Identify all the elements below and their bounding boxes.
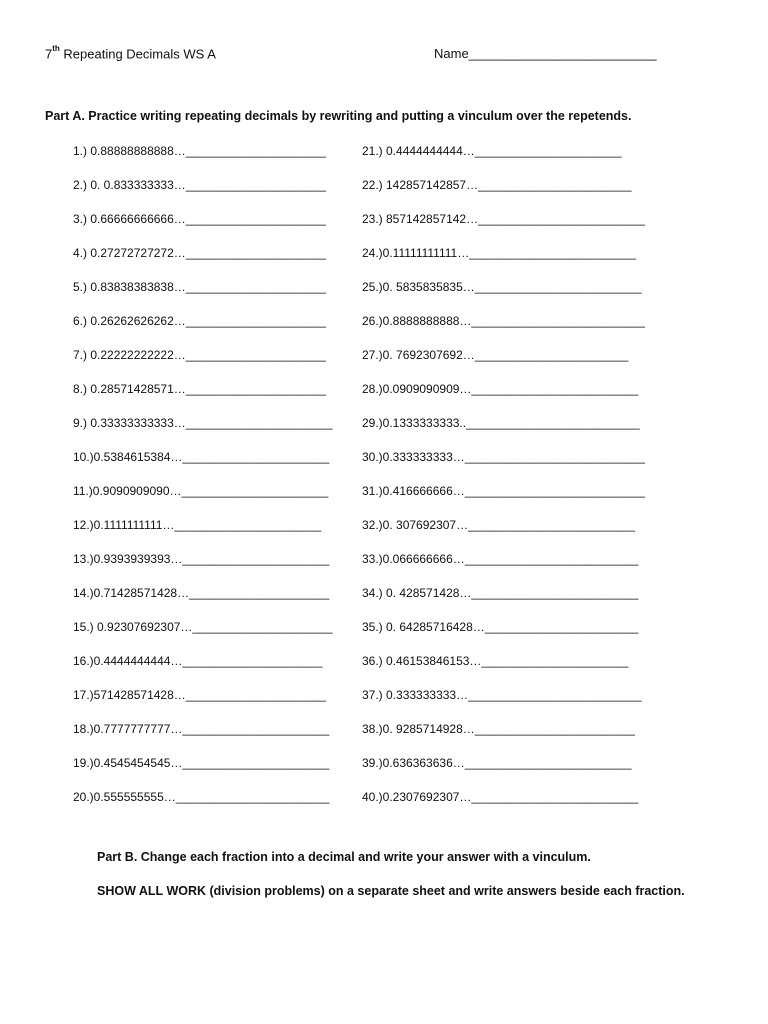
- show-work-note: SHOW ALL WORK (division problems) on a separate sheet and write answers beside each fraction.: [97, 884, 685, 898]
- question-item: [73, 140, 333, 174]
- question-text: 16.)0.4444444444…_____________________: [73, 654, 323, 668]
- part-a-instructions: Part A. Practice writing repeating decimals by rewriting and putting a vinculum over the repetends.: [45, 109, 632, 123]
- question-text: 26.)0.8888888888…__________________________: [362, 314, 645, 328]
- question-text: 32.)0. 307692307…_________________________: [362, 518, 635, 532]
- question-item: [362, 208, 645, 242]
- question-item: [73, 310, 333, 344]
- question-text: 15.) 0.92307692307…_____________________: [73, 620, 333, 634]
- question-text: 12.)0.1111111111…______________________: [73, 518, 322, 532]
- left-question-column: [73, 140, 333, 820]
- question-text: 23.) 857142857142…_________________________: [362, 212, 645, 226]
- question-item: [362, 310, 645, 344]
- question-item: [73, 446, 333, 480]
- title-superscript: th: [52, 44, 60, 53]
- question-item: [362, 344, 645, 378]
- question-text: 13.)0.9393939393…______________________: [73, 552, 330, 566]
- question-item: [362, 242, 645, 276]
- question-text: 27.)0. 7692307692…_______________________: [362, 348, 629, 362]
- question-text: 36.) 0.46153846153…______________________: [362, 654, 629, 668]
- question-item: [73, 684, 333, 718]
- name-field: Name__________________________: [434, 46, 657, 61]
- question-item: [362, 446, 645, 480]
- question-item: [362, 752, 645, 786]
- question-text: 39.)0.636363636…_________________________: [362, 756, 632, 770]
- question-text: 25.)0. 5835835835…_________________________: [362, 280, 642, 294]
- question-text: 35.) 0. 64285716428…_______________________: [362, 620, 639, 634]
- question-text: 10.)0.5384615384…______________________: [73, 450, 330, 464]
- question-text: 14.)0.71428571428…_____________________: [73, 586, 330, 600]
- question-text: 40.)0.2307692307…_________________________: [362, 790, 639, 804]
- question-text: 6.) 0.26262626262…_____________________: [73, 314, 326, 328]
- question-text: 33.)0.066666666…__________________________: [362, 552, 639, 566]
- question-item: [362, 480, 645, 514]
- question-text: 34.) 0. 428571428…_________________________: [362, 586, 639, 600]
- question-text: 9.) 0.33333333333…______________________: [73, 416, 333, 430]
- question-item: [73, 276, 333, 310]
- question-text: 28.)0.0909090909…_________________________: [362, 382, 639, 396]
- question-text: 37.) 0.333333333…__________________________: [362, 688, 642, 702]
- question-item: [73, 174, 333, 208]
- question-text: 8.) 0.28571428571…_____________________: [73, 382, 326, 396]
- question-item: [73, 344, 333, 378]
- question-item: [73, 582, 333, 616]
- question-item: [362, 140, 645, 174]
- question-text: 1.) 0.88888888888…_____________________: [73, 144, 326, 158]
- question-text: 7.) 0.22222222222…_____________________: [73, 348, 326, 362]
- question-text: 4.) 0.27272727272…_____________________: [73, 246, 326, 260]
- question-item: [362, 378, 645, 412]
- question-item: [73, 480, 333, 514]
- question-item: [362, 514, 645, 548]
- question-text: 38.)0. 9285714928…________________________: [362, 722, 635, 736]
- question-text: 30.)0.333333333…___________________________: [362, 450, 645, 464]
- question-item: [362, 548, 645, 582]
- question-item: [73, 718, 333, 752]
- question-text: 20.)0.555555555…_______________________: [73, 790, 330, 804]
- question-item: [362, 276, 645, 310]
- question-item: [73, 752, 333, 786]
- question-item: [73, 242, 333, 276]
- question-item: [362, 650, 645, 684]
- question-text: 22.) 142857142857…_______________________: [362, 178, 632, 192]
- question-text: 31.)0.416666666…___________________________: [362, 484, 645, 498]
- question-item: [73, 548, 333, 582]
- question-item: [362, 786, 645, 820]
- question-text: 17.)571428571428…_____________________: [73, 688, 326, 702]
- question-text: 21.) 0.4444444444…______________________: [362, 144, 622, 158]
- question-item: [73, 786, 333, 820]
- worksheet-title: [45, 46, 216, 61]
- question-text: 11.)0.9090909090…______________________: [73, 484, 329, 498]
- question-item: [362, 718, 645, 752]
- question-text: 5.) 0.83838383838…_____________________: [73, 280, 326, 294]
- question-text: 18.)0.7777777777…______________________: [73, 722, 330, 736]
- question-text: 3.) 0.66666666666…_____________________: [73, 212, 326, 226]
- question-item: [73, 616, 333, 650]
- question-text: 19.)0.4545454545…______________________: [73, 756, 330, 770]
- question-item: [362, 684, 645, 718]
- title-rest: Repeating Decimals WS A: [59, 46, 216, 62]
- question-item: [362, 174, 645, 208]
- question-item: [73, 208, 333, 242]
- question-item: [73, 514, 333, 548]
- question-item: [73, 412, 333, 446]
- question-item: [73, 378, 333, 412]
- question-item: [73, 650, 333, 684]
- question-text: 2.) 0. 0.833333333…_____________________: [73, 178, 326, 192]
- question-text: 24.)0.11111111111…_________________________: [362, 246, 637, 260]
- title-number: 7: [45, 46, 53, 62]
- question-item: [362, 412, 645, 446]
- question-item: [362, 616, 645, 650]
- question-text: 29.)0.1333333333..__________________________: [362, 416, 640, 430]
- question-item: [362, 582, 645, 616]
- part-b-instructions: Part B. Change each fraction into a decimal and write your answer with a vinculum.: [97, 850, 591, 864]
- right-question-column: [362, 140, 645, 820]
